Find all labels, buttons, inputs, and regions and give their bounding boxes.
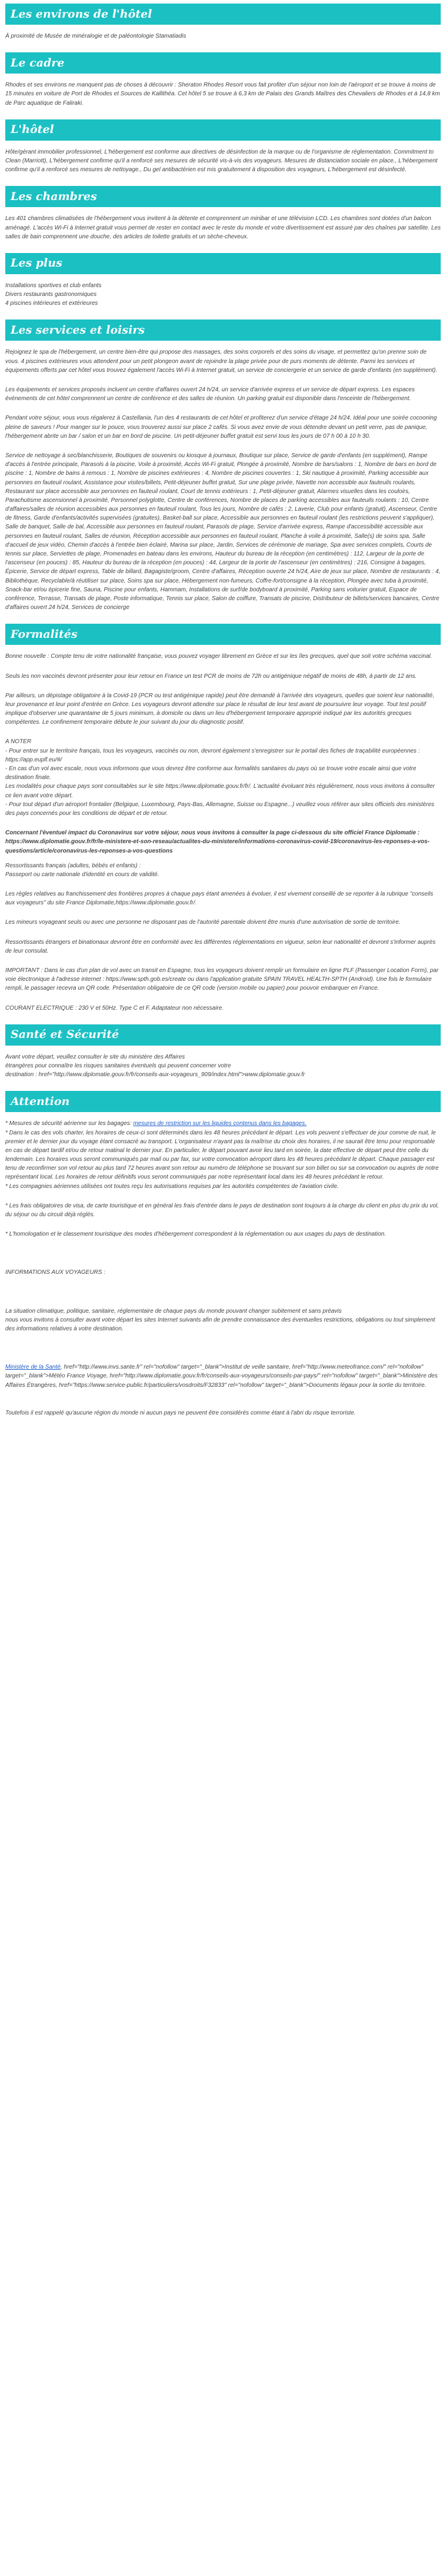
ministere-sante-link[interactable]: Ministère de la Santé (5, 1364, 61, 1371)
hotel-text: Hôte/gérant immobilier professionnel, L'hébergement est conforme aux directives de désinfection de la marque ou de l'organisme de réglementation. Commitment to Clean (Marriott), L'hébergement confirme qu'il a renforcé ses mesures de sécurité vis-à-vis des voyageurs. Mesures de distanciation sociale en place., L'hébergement confirme qu'il a renforcé ses mesures de nettoyage., Du gel antibactérien est mis gratuitement à disposition des voyageurs, L'hébergement est désinfecté. (5, 148, 438, 174)
formalites-text-8: Les mineurs voyageant seuls ou avec une personne ne disposant pas de l'autorité parentale doivent être munis d'une autorisation de sortie de territoire. (5, 919, 401, 926)
formalites-text-9: Ressortissants étrangers et binationaux devront être en conformité avec les différentes réglementations en vigueur, selon leur nationalité et devront s'informer auprès de leur consulat. (5, 938, 436, 954)
section-sante (5, 1024, 441, 1080)
plus-item: Divers restaurants gastronomiques (5, 291, 97, 298)
section-title-sante: Santé et Sécurité (5, 1024, 441, 1046)
services-text-3: Pendant votre séjour, vous vous régalerez à Castellania, l'un des 4 restaurants de cet hôtel et profiterez d'un service d'étage 24 h/24. Idéal pour une soirée cocooning pleine de saveurs ! Pour manger sur le pouce, vous trouverez aussi sur place 2 cafés. Si vous avez envie de vous détendre devant un petit verre, pas de panique, l'hébergement abrite un bar / salon et un bar en bord de piscine. Un petit-déjeuner buffet gratuit est servi tous les jours de 07 h 00 à 10 h 30. (5, 415, 437, 440)
section-title-attention: Attention (5, 1091, 441, 1112)
section-cadre (5, 52, 441, 108)
environs-text: À proximité de Musée de minéralogie et de paléontologie Stamatiadis (5, 33, 187, 39)
section-title-chambres: Les chambres (5, 186, 441, 207)
formalites-text-2: Seuls les non vaccinés devront présenter pour leur retour en France un test PCR de moins de 72h ou antigénique négatif de moins de 48h, à partir de 12 ans. (5, 673, 417, 680)
formalites-text-3: Par ailleurs, un dépistage obligatoire à la Covid-19 (PCR ou test antigénique rapide) peut être demandé à l'arrivée des voyageurs, quelles que soient leur nationalité, leur provenance et leur point d'entrée en Grèce. Les voyageurs devront attendre sur place le résultat de leur test avant de poursuivre leur voyage. Tout test positif implique d'observer une quarantaine de 5 jours minimum, à domicile ou dans un lieu d'hébergement temporaire approprié indiqué par les autorités grecques compétentes. Le confinement temporaire débute le jour suivant du jour du diagnostic positif. (5, 692, 435, 726)
sante-text: Avant votre départ, veuillez consulter le site du ministère des Affaires étrangères pour connaître les risques sanitaires éventuels qui peuvent concerner votre destination : href="http://www.diplomatie.gouv.fr/fr/conseils-aux-voyageurs_909/index.html">www.diplomatie.gouv.fr (5, 1053, 305, 1079)
section-attention (5, 1091, 441, 1417)
attention-voyageurs-heading: INFORMATIONS AUX VOYAGEURS : (5, 1269, 106, 1276)
formalites-covid-link[interactable]: Concernant l'éventuel impact du Coronavirus sur votre séjour, nous vous invitons à consulter la page ci-dessous du site officiel France Diplomatie : https://www.diplomatie.gouv.fr/fr/le-ministere-et-son-reseau/actualites-du-ministere/informations-coronavirus-covid-19/coronavirus-les-reponses-a-vos-questions/article/coronavirus-les-reponses-a-vos-questions (5, 830, 430, 854)
attention-body: * Dans le cas des vols charter, les horaires de ceux-ci sont déterminés dans les 48 heures précédant le départ. Les vols peuvent s'effectuer de jour comme de nuit, le premier et le dernier jour du voyage étant consacré au transport. L'organisateur n'ayant pas la maîtrise du choix des horaires, il ne saurait être tenu pour responsable en cas de départ tardif et/ou de retour matinal le dernier jour. En particulier, le départ pouvant avoir lieu tard en soirée, la date effective de départ peut être celle du lendemain. Les horaires vous seront communiqués par mail ou par fax, sur votre convocation aéroport dans les 48 heures précédant le départ. Chaque passager est tenu de reconfirmer son vol retour au plus tard 72 heures avant son retour au numéro de téléphone se trouvant sur son billet ou sur sa convocation ou auprès de notre représentant local. Les horaires de retour définitifs vous seront communiqués par notre représentant local dans les 48 heures précédant le retour. * Les compagnies aériennes utilisées ont toutes reçu les autorisations requises par les autorités compétentes de l'aviation civile. (5, 1129, 439, 1190)
plus-item: Installations sportives et club enfants (5, 282, 102, 289)
section-hotel (5, 119, 441, 175)
formalites-text-6: Ressortissants français (adultes, bébés et enfants) : Passeport ou carte nationale d'identité en cours de validité. (5, 862, 159, 878)
section-title-hotel: L'hôtel (5, 119, 441, 141)
section-title-environs: Les environs de l'hôtel (5, 4, 441, 25)
formalites-important: IMPORTANT : Dans le cas d'un plan de vol avec un transit en Espagne, tous les voyageurs doivent remplir un formulaire en ligne PLF (Passenger Location Form), par voie électronique à l'adresse internet : https://www.spth.gob.es/create ou dans l'application gratuite SPAIN TRAVEL HEALTH-SPTH (Android). Une fois le formulaire rempli, le passager recevra un QR code. Présentation obligatoire de ce QR code (version mobile ou papier) pour pouvoir embarquer en France. (5, 967, 439, 992)
section-chambres (5, 186, 441, 241)
section-plus (5, 253, 441, 308)
attention-text-3: * L'homologation et le classement touristique des modes d'hébergement correspondent à la réglementation ou aux usages du pays de destination. (5, 1231, 387, 1238)
section-title-cadre: Le cadre (5, 52, 441, 74)
services-text-2: Les équipements et services proposés incluent un centre d'affaires ouvert 24 h/24, un service d'arrivée express et un service de départ express. Les espaces événements de cet hôtel comprennent un centre de conférence et des salles de réunion. Un parking gratuit est disponible dans l'enceinte de l'hébergement. (5, 387, 415, 402)
section-formalites (5, 624, 441, 1012)
section-title-plus: Les plus (5, 253, 441, 274)
attention-text-5: La situation climatique, politique, sanitaire, réglementaire de chaque pays du monde pouvant changer subitement et sans préavis nous vous invitons à consulter avant votre départ les sites Internet suivants afin de prendre connaissance des éventuelles restrictions, obligations ou tout simplement des informations relatives à votre destination. (5, 1307, 435, 1332)
plus-list (5, 281, 441, 308)
plus-item: 4 piscines intérieures et extérieures (5, 300, 98, 307)
section-environs (5, 4, 441, 41)
services-text-1: Rejoignez le spa de l'hébergement, un centre bien-être qui propose des massages, des soins corporels et des soins du visage, et permettez qu'on prenne soin de vous. 4 piscines extérieures vous attendent pour un petit plongeon avant de rejoindre la plage privée pour de purs moments de détente. Parmi les services et équipements offerts par cet hôtel vous trouvez également l'accès Wi-Fi à Internet gratuit, un service de conciergerie et un service de garde d'enfants (en supplément). (5, 349, 438, 374)
formalites-text-1: Bonne nouvelle : Compte tenu de votre nationalité française, vous pouvez voyager librement en Grèce et sur les îles grecques, quel que soit votre schéma vaccinal. (5, 653, 432, 660)
attention-links (5, 1363, 441, 1390)
formalites-note: A NOTER - Pour entrer sur le territoire français, tous les voyageurs, vaccinés ou non, devront également s'enregistrer sur le portail des fiches de traçabilité européennes : https://app.euplf.eu/#/ - En cas d'un vol avec escale, nous vous informons que vous devrez être conforme aux formalités sanitaires du pays où se trouve votre escale ainsi que votre destination finale. Les modalités pour chaque pays sont consultables sur le site https://www.diplomatie.gouv.fr/fr/. L'actualité évoluant très régulièrement, nous vous invitons à consulter ce lien avant votre départ. - Pour tout départ d'un aéroport frontalier (Belgique, Luxembourg, Pays-Bas, Allemagne, Suisse ou Espagne...) veuillez vous référer aux sites officiels des ministères des pays concernés pour les conditions de départ et de retour. (5, 738, 435, 817)
attention-text-2: * Les frais obligatoires de visa, de carte touristique et en général les frais d'entrée dans le pays de destination sont toujours à la charge du client en plus du prix du vol, du séjour ou du circuit déjà réglés. (5, 1202, 439, 1218)
formalites-courant: COURANT ELECTRIQUE : 230 V et 50Hz. Type C et F. Adaptateur non nécessaire. (5, 1004, 224, 1011)
chambres-text: Les 401 chambres climatisées de l'hébergement vous invitent à la détente et comprennent un minibar et une télévision LCD. Les chambres sont dotées d'un balcon aménagé. L'accès Wi-Fi à Internet gratuit vous permet de rester en contact avec le reste du monde et votre divertissement est assuré par des chaînes par satellite. Les salles de bain comprennent une douche, des articles de toilette gratuits et un sèche-cheveux. (5, 215, 441, 240)
section-title-services: Les services et loisirs (5, 319, 441, 341)
attention-links-rest: , href="http://www.invs.sante.fr" rel="nofollow" target="_blank">Institut de veille sanitaire, href="http://www.meteofrance.com/" rel="nofollow" target="_blank">Météo France Voyage, href="http://www.diplomatie.gouv.fr/fr/conseils-aux-voyageurs/conseils-par-pays/" rel="nofollow" target="_blank">Ministère des Affaires Étrangères, href="https://www.service-public.fr/particuliers/vosdroits/F32833" rel="nofollow" target="_blank">Documents légaux pour la sortie du territoire. (5, 1364, 438, 1389)
attention-prefix: * Mesures de sécurité aérienne sur les bagages: (5, 1120, 134, 1127)
cadre-text: Rhodes et ses environs ne manquent pas de choses à découvrir : Sheraton Rhodes Resort vous fait profiter d'un séjour non loin de l'aéroport et se trouve à moins de 15 minutes en voiture de Port de Rhodes et Sources de Kallithéa. Cet hôtel 5 se trouve à 6,3 km de Palais des Grands Maîtres des Chevaliers de Rhodes et à 14,8 km de Parc aquatique de Faliraki. (5, 82, 440, 106)
formalites-text-7: Les règles relatives au franchissement des frontières propres à chaque pays étant amenées à évoluer, il est vivement conseillé de se reporter à la rubrique "conseils aux voyageurs" du site France Diplomatie,https://www.diplomatie.gouv.fr/. (5, 891, 434, 907)
section-title-formalites: Formalités (5, 624, 441, 645)
liquids-restriction-link[interactable]: mesures de restriction sur les liquides contenus dans les bagages. (133, 1120, 307, 1127)
attention-text-7: Toutefois il est rappelé qu'aucune région du monde ni aucun pays ne peuvent être considérés comme étant à l'abri du risque terroriste. (5, 1409, 356, 1416)
section-services (5, 319, 441, 612)
attention-text-1 (5, 1119, 441, 1191)
services-amenities: Service de nettoyage à sec/blanchisserie, Boutiques de souvenirs ou kiosque à journaux, Boutique sur place, Service de garde d'enfants (en supplément), Rampe d'accès à l'entrée principale, Parasols à la piscine, Voile à proximité, Accès Wi-Fi gratuit, Plongée à proximité, Nombre de bars/salons : 1, Nombre de bars en bord de piscine : 1, Nombre de bains à remous : 1, Nombre de piscines extérieures : 4, Nombre de piscines couvertes : 1, Ski nautique à proximité, Parking accessible aux personnes en fauteuil roulant, Assistance pour visites/billets, Petit-déjeuner buffet gratuit, Sur une plage privée, Navette non accessible aux fauteuils roulants, Restaurant sur place accessible aux personnes en fauteuil roulant, Court de tennis extérieurs : 1, Petit-déjeuner gratuit, Alarmes visuelles dans les couloirs, Parachutisme ascensionnel à proximité, Personnel polyglotte, Centre de conférences, Nombre de places de parking accessibles aux fauteuils roulants : 10, Centre d'affaires/salles de réunion accessibles aux personnes en fauteuil roulant, Tous les jours, Nombre de cafés : 2, Laverie, Club pour enfants (gratuit), Ascenseur, Centre de fitness, Garde d'enfants/activités supervisées (gratuites), Basket-ball sur place, Accessible aux personnes en fauteuil roulant (les restrictions peuvent s'appliquer), Salle de banquet, Salle de bal, Accessible aux personnes en fauteuil roulant, Parasols de plage, Service d'arrivée express, Rampe d'accessibilité accessible aux personnes en fauteuil roulant, Salles de réunion, Réception accessible aux personnes en fauteuil roulant, Planche à voile à proximité, Salle(s) de soins spa, Salle d'accueil de jeux vidéo, Chemin d'accès à l'entrée bien éclairé, Marina sur place, Jardin, Services de cérémonie de mariage, Spa avec services complets, Courts de tennis sur place, Serviettes de plage, Promenades en bateau dans les environs, Hauteur du bureau de la réception (en centimètres) : 112, Largeur de la porte de l'ascenseur (en pouces) : 85, Hauteur du bureau de la réception (en pouces) : 44, Largeur de la porte de l'ascenseur (en centimètres) : 216, Consigne à bagages, Épicerie, Service de départ express, Table de billard, Bagagiste/groom, Centre d'affaires, Réception ouverte 24 h/24, Aire de jeux sur place, Nombre de restaurants : 4, Bibliothèque, Recyclable/à réutiliser sur place, Soins spa sur place, Hébergement non-fumeurs, Coffre-fort/consigne à la réception, Plongée avec tuba à proximité, Snack-bar et/ou épicerie fine, Sauna, Piscine pour enfants, Hammam, Installations de surf/de bodyboard à proximité, Parking sans voiturier gratuit, Espace de conférence, Terrasse, Transats de plage, Poste informatique, Tennis sur place, Salon de coiffure, Transats de piscine, Distributeur de billets/services bancaires, Centre d'affaires ouvert 24 h/24, Services de concierge (5, 452, 441, 611)
